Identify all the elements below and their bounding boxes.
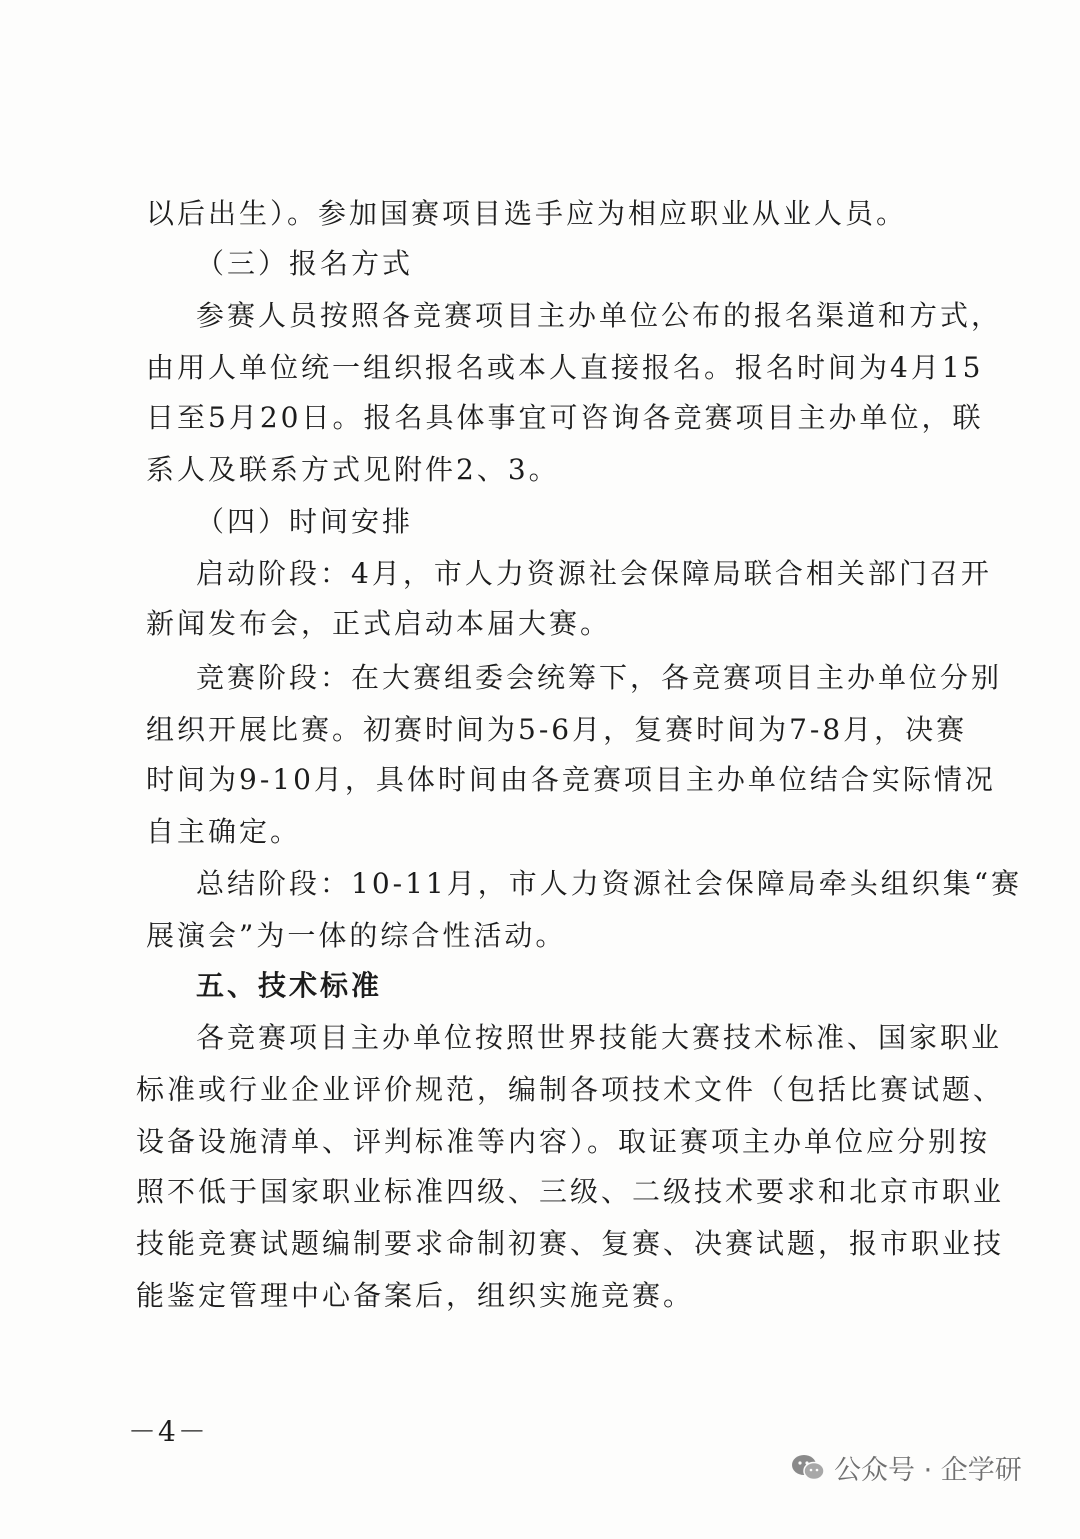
text-line: 竞赛阶段：在大赛组委会统筹下，各竞赛项目主办单位分别 [196,661,1003,694]
text-line: 组织开展比赛。初赛时间为5-6月，复赛时间为7-8月，决赛 [146,713,968,746]
text-line: 技能竞赛试题编制要求命制初赛、复赛、决赛试题，报市职业技 [136,1227,1005,1260]
text-line: 展演会”为一体的综合性活动。 [146,919,567,952]
text-line: 总结阶段：10-11月，市人力资源社会保障局牵头组织集“赛 [196,867,1023,900]
text-line: 由用人单位统一组织报名或本人直接报名。报名时间为4月15 [146,351,984,384]
text-line: 照不低于国家职业标准四级、三级、二级技术要求和北京市职业 [136,1175,1005,1208]
text-line: 系人及联系方式见附件2、3。 [146,453,560,486]
page-number: －4－ [128,1415,208,1448]
text-line: 启动阶段：4月，市人力资源社会保障局联合相关部门召开 [196,557,992,590]
text-line: 时间为9-10月，具体时间由各竞赛项目主办单位结合实际情况 [146,763,996,796]
text-line: 标准或行业企业评价规范，编制各项技术文件（包括比赛试题、 [136,1073,1005,1106]
text-line: 以后出生）。参加国赛项目选手应为相应职业从业人员。 [146,197,908,230]
text-line: 设备设施清单、评判标准等内容）。取证赛项主办单位应分别按 [136,1125,991,1158]
text-line: 参赛人员按照各竞赛项目主办单位公布的报名渠道和方式， [196,299,1003,332]
chapter-heading: 五、技术标准 [196,969,383,1002]
wechat-icon [790,1453,826,1483]
watermark [790,1448,1022,1487]
text-line: 能鉴定管理中心备案后，组织实施竞赛。 [136,1279,695,1312]
section-heading: （四）时间安排 [196,505,414,538]
text-line: 自主确定。 [146,815,302,848]
text-line: 各竞赛项目主办单位按照世界技能大赛技术标准、国家职业 [196,1021,1003,1054]
watermark-text: 公众号 · 企学研 [834,1455,1022,1486]
text-line: 日至5月20日。报名具体事宜可咨询各竞赛项目主办单位，联 [146,401,984,434]
text-line: 新闻发布会，正式启动本届大赛。 [146,607,612,640]
section-heading: （三）报名方式 [196,247,414,280]
